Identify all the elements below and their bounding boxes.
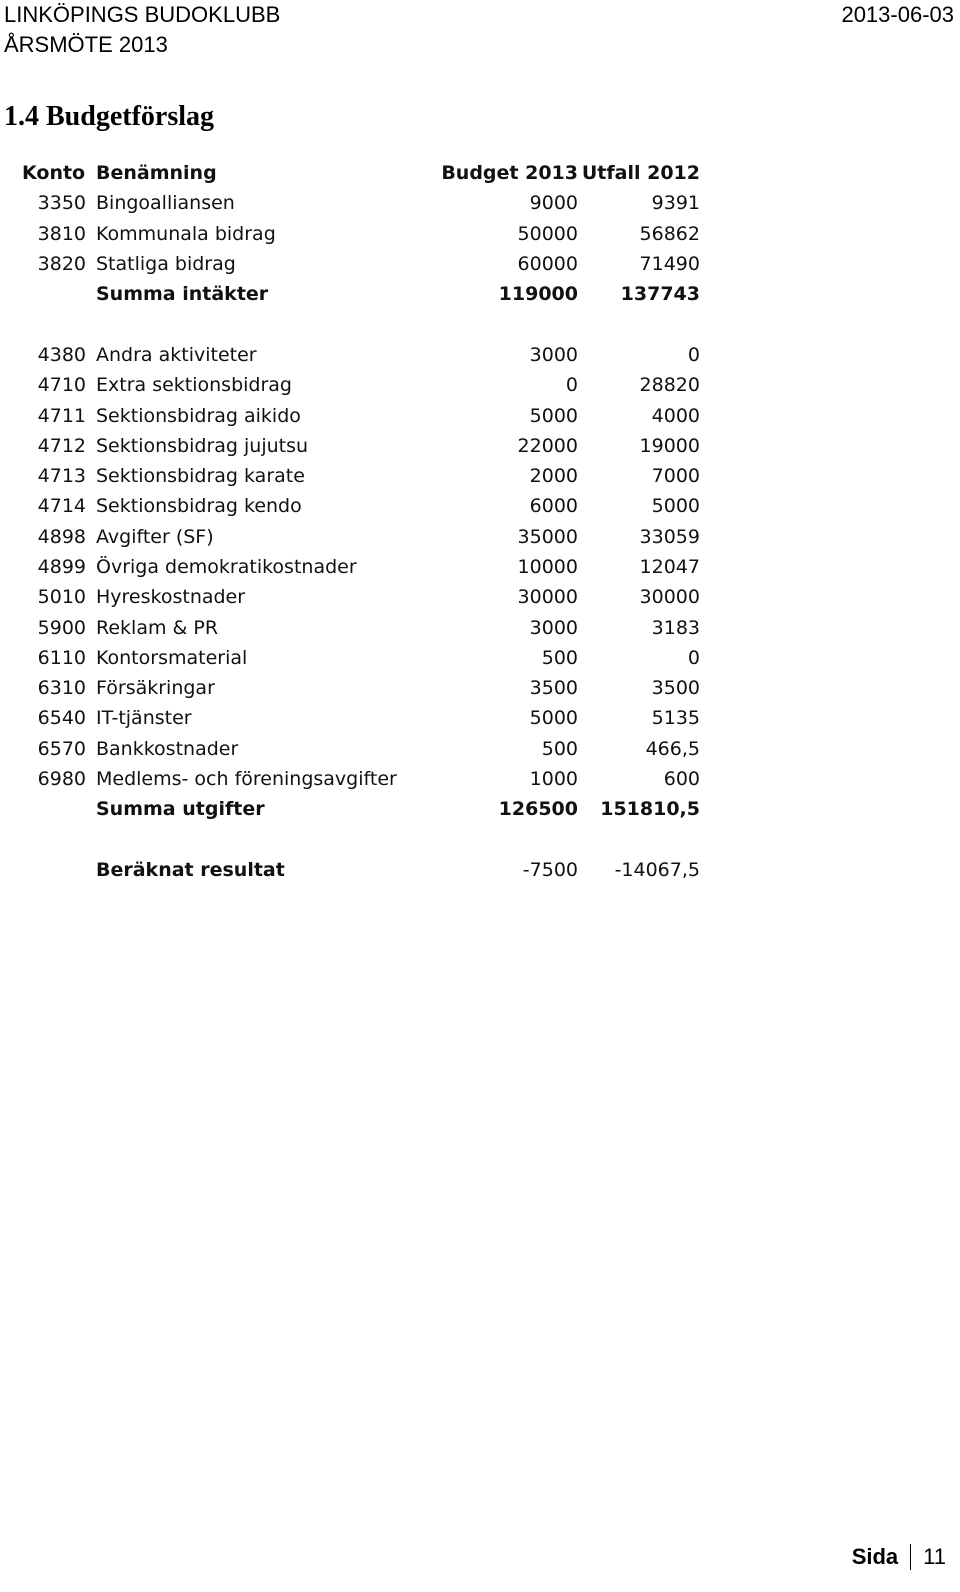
- utfall-cell: 0: [687, 343, 700, 366]
- table-row: [22, 673, 712, 703]
- utfall-cell: 12047: [639, 556, 700, 578]
- name-cell: Kontorsmaterial: [96, 646, 248, 669]
- budget-cell: 50000: [517, 222, 578, 245]
- table-row: [22, 612, 712, 642]
- konto-cell: 4710: [37, 374, 86, 397]
- table-row: [22, 431, 712, 461]
- header-date: 2013-06-03: [841, 2, 954, 27]
- budget-cell: 5000: [529, 404, 578, 427]
- page-footer: [852, 1542, 946, 1572]
- konto-cell: 6980: [37, 768, 86, 791]
- table-row: [22, 249, 712, 279]
- utfall-cell: 600: [663, 768, 700, 791]
- utfall-cell: 30000: [639, 586, 700, 609]
- table-row: [22, 703, 712, 733]
- budget-cell: 3000: [529, 616, 578, 639]
- result-name: Beräknat resultat: [96, 858, 285, 881]
- utfall-cell: 71490: [639, 253, 700, 276]
- konto-cell: 4899: [37, 556, 86, 578]
- table-row: [22, 734, 712, 764]
- name-cell: Bankkostnader: [96, 737, 239, 760]
- konto-cell: 4380: [37, 343, 86, 366]
- name-cell: Hyreskostnader: [96, 586, 246, 609]
- table-row: [22, 188, 712, 218]
- table-row: [22, 582, 712, 612]
- konto-cell: 4898: [37, 525, 86, 548]
- konto-cell: 6570: [37, 737, 86, 760]
- total-name: Summa intäkter: [96, 283, 269, 306]
- budget-cell: 5000: [529, 707, 578, 730]
- budget-cell: 1000: [529, 768, 578, 791]
- utfall-cell: 19000: [639, 434, 700, 457]
- utfall-cell: 4000: [651, 404, 700, 427]
- page-label: Sida: [851, 1544, 899, 1569]
- konto-cell: 3350: [37, 192, 86, 215]
- name-cell: Extra sektionsbidrag: [96, 374, 292, 397]
- budget-cell: 22000: [517, 434, 578, 457]
- utfall-cell: 9391: [651, 192, 700, 215]
- table-row: [22, 643, 712, 673]
- row-spacer: [22, 825, 712, 855]
- table-row: [22, 461, 712, 491]
- utfall-cell: 5000: [651, 495, 700, 518]
- total-budget: 119000: [498, 283, 578, 306]
- result-budget: -7500: [522, 858, 578, 881]
- header-name: Benämning: [96, 162, 217, 185]
- name-cell: Sektionsbidrag jujutsu: [96, 434, 309, 457]
- total-budget: 126500: [498, 798, 578, 821]
- budget-cell: 3000: [529, 343, 578, 366]
- utfall-cell: 56862: [639, 222, 700, 245]
- budget-cell: 500: [541, 646, 578, 669]
- budget-cell: 500: [541, 737, 578, 760]
- utfall-cell: 28820: [639, 374, 700, 397]
- table-row: [22, 552, 712, 582]
- name-cell: Statliga bidrag: [96, 253, 236, 276]
- budget-cell: 9000: [529, 192, 578, 215]
- utfall-cell: 3183: [651, 616, 700, 639]
- budget-cell: 6000: [529, 495, 578, 518]
- header-utfall: Utfall 2012: [581, 162, 700, 185]
- name-cell: Bingoalliansen: [96, 192, 235, 215]
- name-cell: Avgifter (SF): [96, 525, 214, 548]
- total-name: Summa utgifter: [96, 798, 265, 821]
- name-cell: Medlems- och föreningsavgifter: [96, 768, 397, 791]
- konto-cell: 4713: [37, 465, 86, 488]
- utfall-cell: 0: [687, 646, 700, 669]
- konto-cell: 4714: [37, 495, 86, 518]
- expenses-total-row: [22, 794, 712, 824]
- name-cell: Övriga demokratikostnader: [96, 556, 357, 578]
- konto-cell: 4712: [37, 434, 86, 457]
- konto-cell: 3820: [37, 253, 86, 276]
- utfall-cell: 3500: [651, 677, 700, 700]
- header-konto: Konto: [22, 162, 86, 185]
- budget-cell: 30000: [517, 586, 578, 609]
- name-cell: Andra aktiviteter: [96, 343, 257, 366]
- expense-rows: [22, 340, 712, 794]
- utfall-cell: 5135: [651, 707, 700, 730]
- table-row: [22, 522, 712, 552]
- konto-cell: 5010: [37, 586, 86, 609]
- org-name: LINKÖPINGS BUDOKLUBB: [4, 2, 281, 27]
- row-spacer: [22, 309, 712, 339]
- section-title: 1.4 Budgetförslag: [4, 101, 214, 132]
- konto-cell: 5900: [37, 616, 86, 639]
- name-cell: Sektionsbidrag karate: [96, 465, 305, 488]
- konto-cell: 6110: [37, 646, 86, 669]
- utfall-cell: 466,5: [645, 737, 700, 760]
- table-row: [22, 764, 712, 794]
- budget-cell: 2000: [529, 465, 578, 488]
- table-row: [22, 400, 712, 430]
- page-number: 11: [923, 1544, 946, 1569]
- name-cell: Sektionsbidrag kendo: [96, 495, 302, 518]
- utfall-cell: 7000: [651, 465, 700, 488]
- table-row: [22, 219, 712, 249]
- name-cell: IT-tjänster: [96, 707, 192, 730]
- table-row: [22, 491, 712, 521]
- konto-cell: 4711: [37, 404, 86, 427]
- name-cell: Sektionsbidrag aikido: [96, 404, 301, 427]
- budget-table: [22, 158, 712, 885]
- income-rows: [22, 188, 712, 279]
- income-total-row: [22, 279, 712, 309]
- footer-divider: [910, 1544, 911, 1570]
- meeting-name: ÅRSMÖTE 2013: [4, 32, 168, 57]
- table-header-row: [22, 158, 712, 188]
- result-row: [22, 855, 712, 885]
- budget-cell: 3500: [529, 677, 578, 700]
- budget-cell: 60000: [517, 253, 578, 276]
- table-row: [22, 370, 712, 400]
- konto-cell: 3810: [37, 222, 86, 245]
- budget-cell: 35000: [517, 525, 578, 548]
- total-utfall: 151810,5: [600, 798, 700, 821]
- result-utfall: -14067,5: [614, 858, 700, 881]
- name-cell: Försäkringar: [96, 677, 215, 700]
- konto-cell: 6310: [37, 677, 86, 700]
- page-header: [4, 0, 954, 60]
- konto-cell: 6540: [37, 707, 86, 730]
- budget-cell: 10000: [517, 556, 578, 578]
- total-utfall: 137743: [620, 283, 700, 306]
- name-cell: Kommunala bidrag: [96, 222, 276, 245]
- name-cell: Reklam & PR: [96, 616, 219, 639]
- budget-cell: 0: [565, 374, 578, 397]
- table-row: [22, 340, 712, 370]
- utfall-cell: 33059: [639, 525, 700, 548]
- header-budget: Budget 2013: [441, 162, 578, 185]
